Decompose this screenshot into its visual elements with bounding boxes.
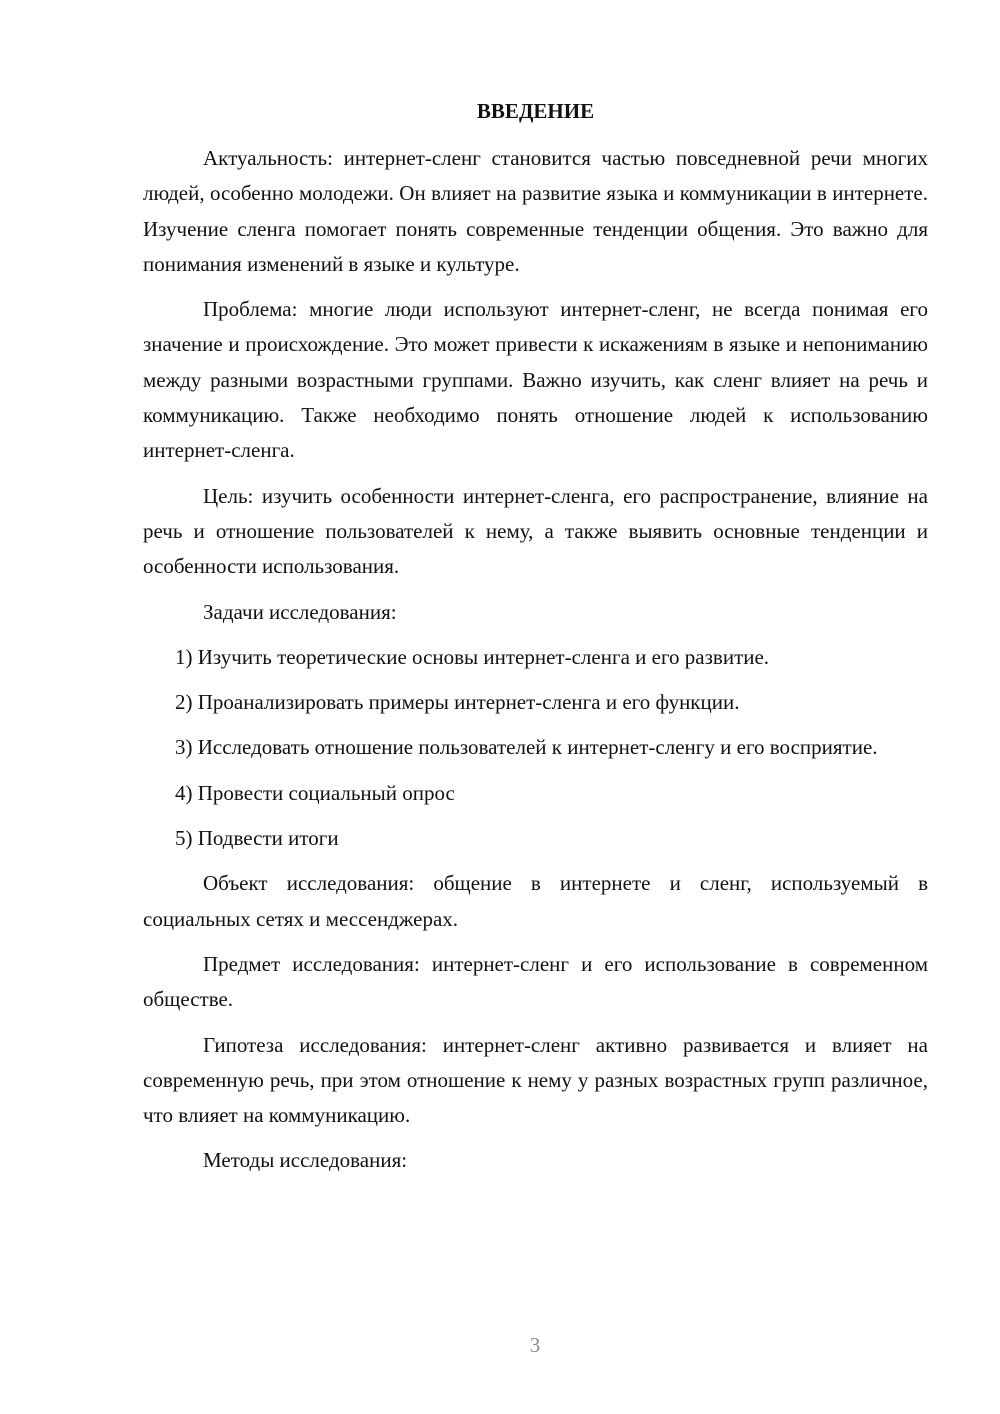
task-item: 1) Изучить теоретические основы интернет-сленга и его развитие. (175, 644, 770, 669)
hypothesis-paragraph: Гипотеза исследования: интернет-сленг активно развивается и влияет на современную речь, при этом отношение к нему у разных возрастных групп различное, что влияет на коммуникацию. (143, 1032, 928, 1128)
task-item: 2) Проанализировать примеры интернет-сленга и его функции. (175, 690, 740, 715)
tasks-title: Задачи исследования: (203, 599, 397, 624)
problem-paragraph: Проблема: многие люди используют интернет-сленг, не всегда понимая его значение и происхождение. Это может привести к искажениям в языке и непониманию между разными возрастными группами. Важно изучить, как сленг влияет на речь и коммуникацию. Также необходимо понять отношение людей к использованию интернет-сленга. (143, 297, 928, 463)
relevance-paragraph: Актуальность: интернет-сленг становится частью повседневной речи многих людей, особенно молодежи. Он влияет на развитие языка и коммуникации в интернете. Изучение сленга помогает понять современные тенденции общения. Это важно для понимания изменений в языке и культуре. (143, 146, 928, 276)
task-item: 4) Провести социальный опрос (175, 780, 455, 805)
task-item: 3) Исследовать отношение пользователей к интернет-сленгу и его восприятие. (175, 735, 878, 760)
methods-title: Методы исследования: (203, 1148, 408, 1173)
section-heading: ВВЕДЕНИЕ (476, 99, 595, 123)
page-number: 3 (529, 1333, 541, 1357)
subject-paragraph: Предмет исследования: интернет-сленг и его использование в современном обществе. (143, 951, 928, 1012)
page-content (143, 95, 928, 1189)
task-item: 5) Подвести итоги (175, 826, 339, 851)
goal-paragraph: Цель: изучить особенности интернет-сленга, его распространение, влияние на речь и отношение пользователей к нему, а также выявить основные тенденции и особенности использования. (143, 483, 928, 579)
object-paragraph: Объект исследования: общение в интернете и сленг, используемый в социальных сетях и мессенджерах. (143, 871, 928, 931)
